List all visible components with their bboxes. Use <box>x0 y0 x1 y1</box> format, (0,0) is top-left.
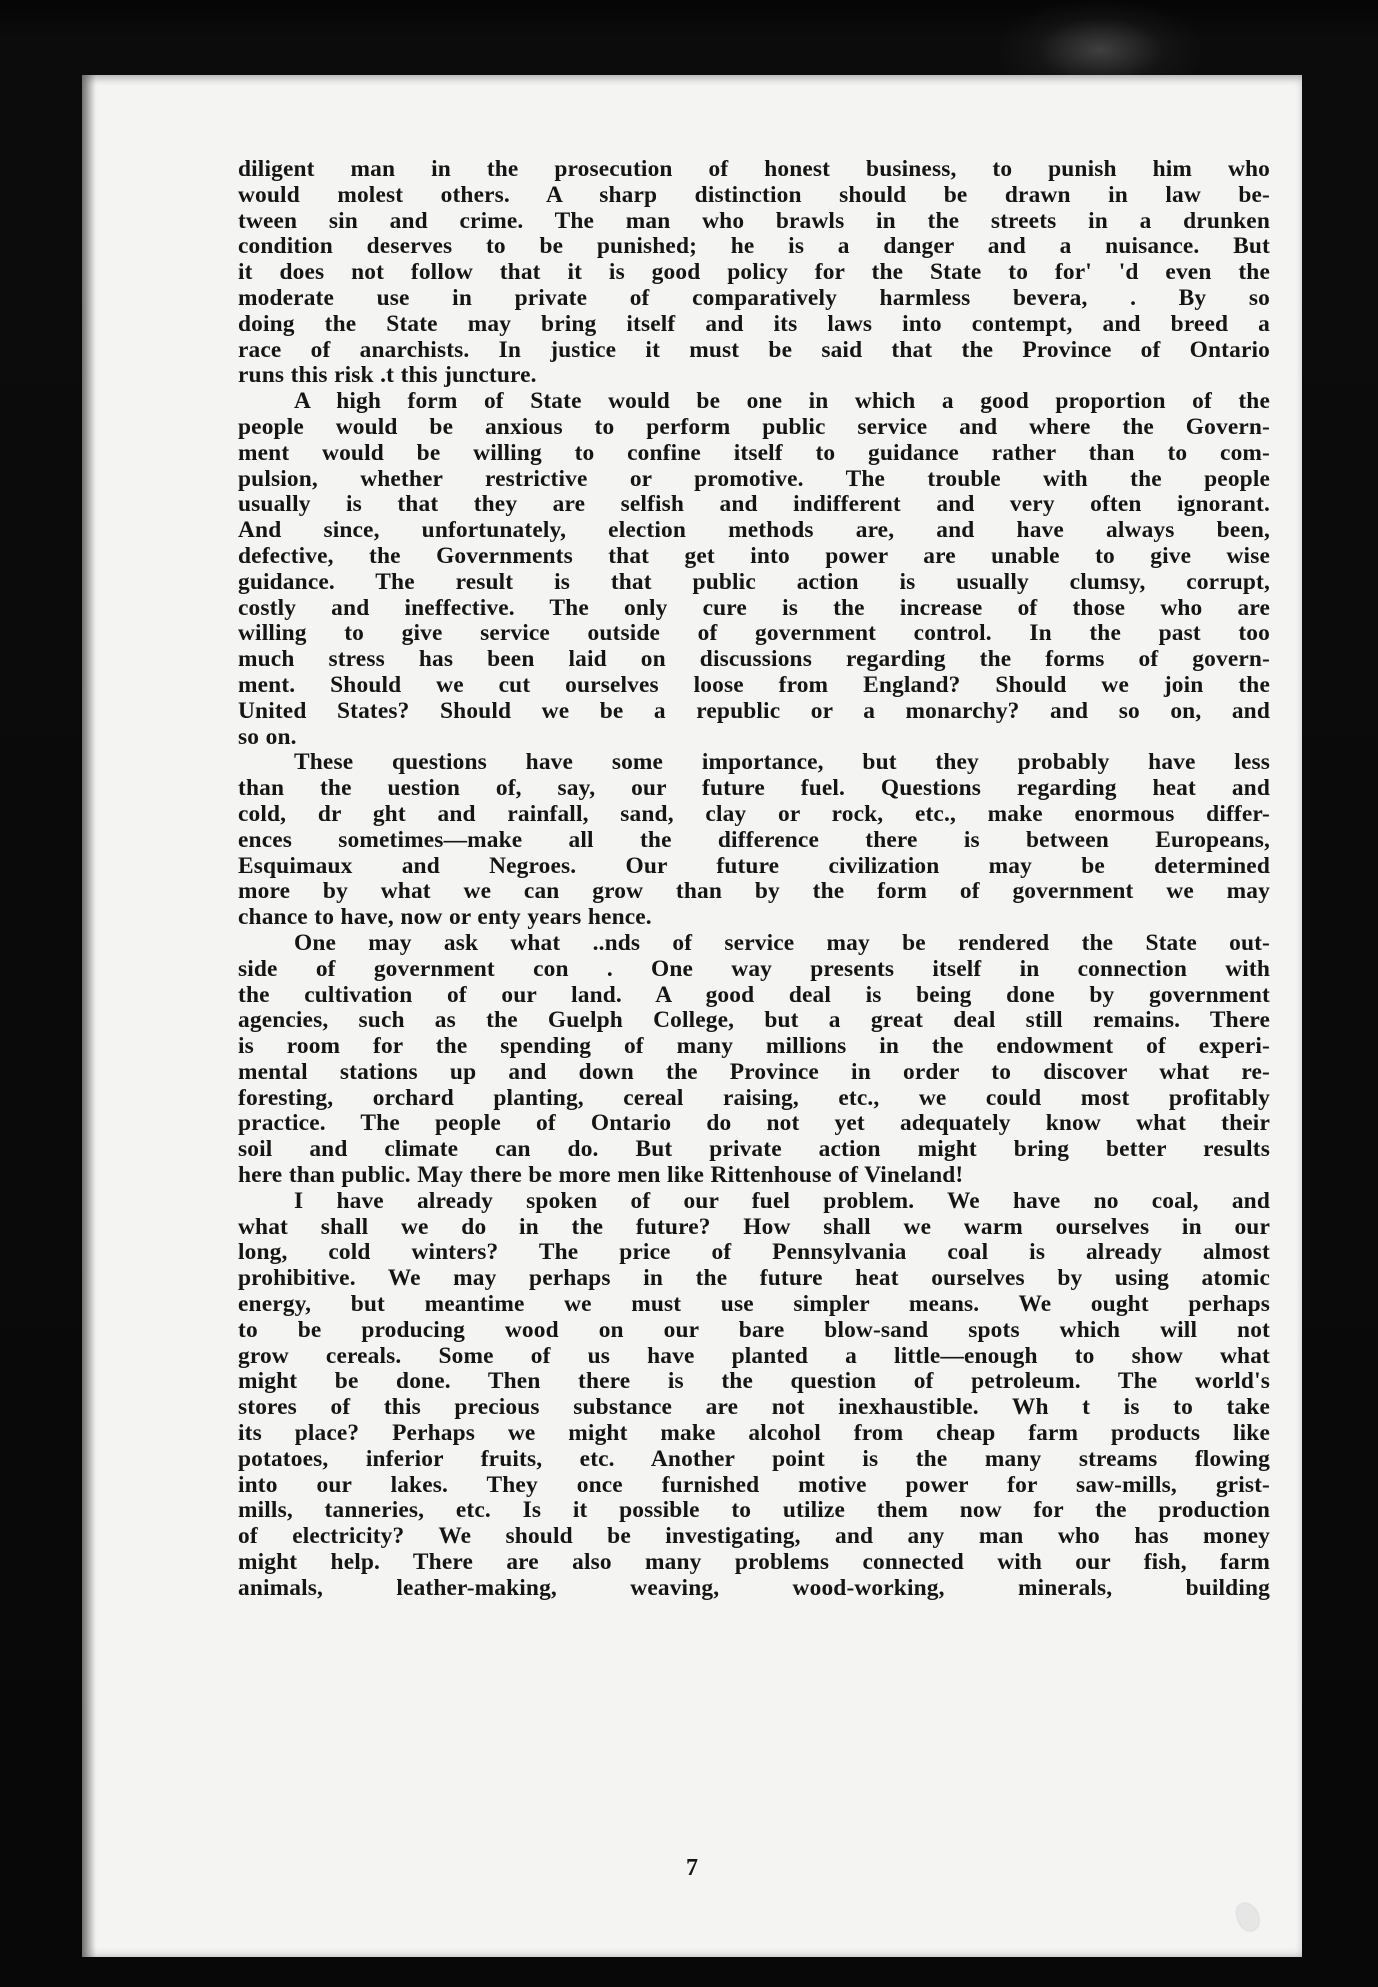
text-line: diligent man in the prosecution of honest business, to punish him who <box>238 156 1270 182</box>
text-line: ment would be willing to confine itself to guidance rather than to com- <box>238 439 1270 466</box>
text-line: more by what we can grow than by the form of government we may <box>238 878 1270 905</box>
text-line: tween sin and crime. The man who brawls in the streets in a drunken <box>238 207 1270 234</box>
text-line: ences sometimes—make all the difference there is between Europeans, <box>238 826 1270 853</box>
text-line: mills, tanneries, etc. Is it possible to utilize them now for the production <box>238 1497 1270 1524</box>
text-line: chance to have, now or enty years hence. <box>238 904 652 931</box>
text-line: pulsion, whether restrictive or promotive. The trouble with the people <box>238 465 1270 492</box>
text-line: long, cold winters? The price of Pennsylvania coal is already almost <box>238 1239 1270 1266</box>
text-line: mental stations up and down the Province in order to discover what re- <box>238 1058 1270 1085</box>
text-line: defective, the Governments that get into power are unable to give wise <box>238 542 1270 569</box>
text-line: runs this risk .t this juncture. <box>238 362 537 389</box>
text-line: costly and ineffective. The only cure is the increase of those who are <box>238 594 1270 621</box>
text-line: into our lakes. They once furnished motive power for saw-mills, grist- <box>238 1471 1270 1498</box>
text-line: the cultivation of our land. A good deal is being done by government <box>238 981 1270 1008</box>
text-line: is room for the spending of many millions in the endowment of experi- <box>238 1033 1270 1060</box>
book-page <box>82 75 1302 1957</box>
paragraph-first-line: One may ask what ..nds of service may be rendered the State out- <box>294 929 1270 956</box>
text-line: United States? Should we be a republic or a monarchy? and so on, and <box>238 697 1270 724</box>
text-line: would molest others. A sharp distinction should be drawn in law be- <box>238 181 1270 208</box>
text-line: might be done. Then there is the question of petroleum. The world's <box>238 1368 1270 1395</box>
text-line: condition deserves to be punished; he is a danger and a nuisance. But <box>238 233 1270 260</box>
text-line: it does not follow that it is good policy for the State to for' 'd even the <box>238 259 1270 286</box>
text-line: potatoes, inferior fruits, etc. Another point is the many streams flowing <box>238 1445 1270 1472</box>
text-line: practice. The people of Ontario do not yet adequately know what their <box>238 1110 1270 1137</box>
text-line: to be producing wood on our bare blow-sand spots which will not <box>238 1316 1270 1343</box>
text-line: what shall we do in the future? How shall we warm ourselves in our <box>238 1213 1270 1240</box>
text-line: energy, but meantime we must use simpler means. We ought perhaps <box>238 1291 1270 1318</box>
text-line: might help. There are also many problems connected with our fish, farm <box>238 1549 1270 1576</box>
text-line: of electricity? We should be investigating, and any man who has money <box>238 1523 1270 1550</box>
text-line: foresting, orchard planting, cereal raising, etc., we could most profitably <box>238 1084 1270 1111</box>
text-line: moderate use in private of comparatively harmless bevera, . By so <box>238 284 1270 311</box>
text-line: than the uestion of, say, our future fuel. Questions regarding heat and <box>238 775 1270 802</box>
paragraph-first-line: I have already spoken of our fuel problem. We have no coal, and <box>294 1187 1270 1214</box>
text-line: agencies, such as the Guelph College, but a great deal still remains. There <box>238 1007 1270 1034</box>
text-line: And since, unfortunately, election methods are, and have always been, <box>238 517 1270 544</box>
text-line: much stress has been laid on discussions regarding the forms of govern- <box>238 646 1270 673</box>
text-line: so on. <box>238 723 297 750</box>
text-line: ment. Should we cut ourselves loose from England? Should we join the <box>238 671 1270 698</box>
paragraph-first-line: A high form of State would be one in which a good proportion of the <box>294 388 1270 415</box>
page-number: 7 <box>686 1855 698 1881</box>
text-line: animals, leather-making, weaving, wood-working, minerals, building <box>238 1574 1270 1601</box>
text-line: here than public. May there be more men like Rittenhouse of Vineland! <box>238 1162 964 1189</box>
text-line: usually is that they are selfish and indifferent and very often ignorant. <box>238 491 1270 518</box>
margin-blot <box>1234 1901 1262 1934</box>
text-line: race of anarchists. In justice it must be said that the Province of Ontario <box>238 336 1270 363</box>
text-line: willing to give service outside of government control. In the past too <box>238 620 1270 647</box>
text-line: people would be anxious to perform public service and where the Govern- <box>238 413 1270 440</box>
text-line: doing the State may bring itself and its laws into contempt, and breed a <box>238 310 1270 337</box>
text-line: side of government con . One way presents itself in connection with <box>238 955 1270 982</box>
text-line: Esquimaux and Negroes. Our future civilization may be determined <box>238 852 1270 879</box>
text-line: guidance. The result is that public action is usually clumsy, corrupt, <box>238 568 1270 595</box>
text-line: stores of this precious substance are not inexhaustible. Wh t is to take <box>238 1394 1270 1421</box>
text-line: its place? Perhaps we might make alcohol from cheap farm products like <box>238 1420 1270 1447</box>
gutter-shadow <box>82 75 96 1957</box>
text-line: prohibitive. We may perhaps in the future heat ourselves by using atomic <box>238 1265 1270 1292</box>
text-line: cold, dr ght and rainfall, sand, clay or rock, etc., make enormous differ- <box>238 800 1270 827</box>
text-line: soil and climate can do. But private action might bring better results <box>238 1136 1270 1163</box>
paragraph-first-line: These questions have some importance, but they probably have less <box>294 749 1270 776</box>
text-line: grow cereals. Some of us have planted a little—enough to show what <box>238 1342 1270 1369</box>
body-text <box>238 157 1270 1602</box>
